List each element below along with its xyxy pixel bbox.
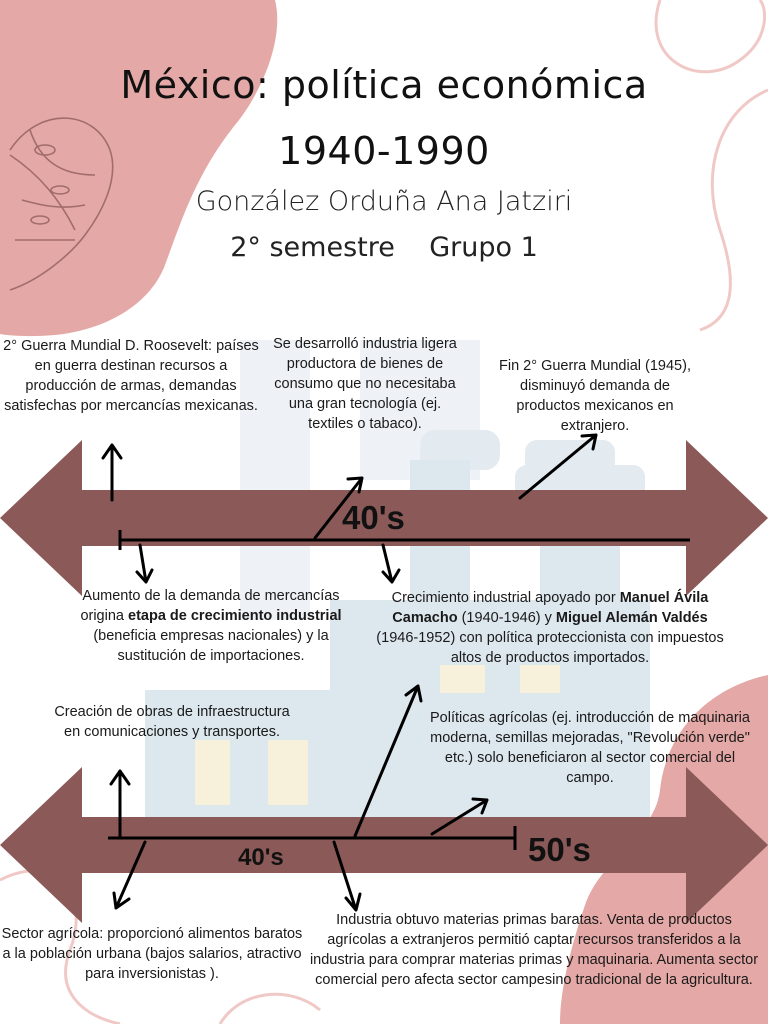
note-raw-materials: Industria obtuvo materias primas baratas. Venta de productos agrícolas a extranjeros permitió captar recursos transferidos a la industria para comprar materias primas y maquinaria. Aumenta sector comercial pero afecta sector campesino tradicional de la agricultura.	[309, 912, 759, 988]
note-ww2-roosevelt: 2° Guerra Mundial D. Roosevelt: países en guerra destinan recursos a producción de armas, demandas satisfechas por mercancías mexicanas.	[3, 338, 259, 414]
note-agricultural-policies: Políticas agrícolas (ej. introducción de maquinaria moderna, semillas mejoradas, "Revolución verde" etc.) solo beneficiaron al sector comercial del campo.	[430, 710, 750, 786]
highlight-avila-camacho: Manuel Ávila Camacho	[392, 590, 709, 626]
era-label-40s-top: 40's	[342, 499, 405, 536]
note-end-ww2: Fin 2° Guerra Mundial (1945), disminuyó demanda de productos mexicanos en extranjero.	[499, 358, 691, 434]
highlight-aleman-valdes: Miguel Alemán Valdés	[555, 610, 708, 626]
semester-group	[150, 226, 618, 270]
semester-label: 2° semestre	[230, 232, 395, 263]
note-industrial-growth-stage: Aumento de la demanda de mercancías origina etapa de crecimiento industrial (beneficia empresas nacionales) y la sustitución de importaciones.	[80, 588, 342, 664]
note-agricultural-sector: Sector agrícola: proporcionó alimentos baratos a la población urbana (bajos salarios, atractivo para inversionistas ).	[1, 926, 303, 982]
author-name: González Orduña Ana Jatziri	[195, 186, 573, 217]
page-title: México: política económica 1940-1990	[120, 63, 648, 173]
era-label-40s-bottom: 40's	[238, 844, 284, 871]
note-infrastructure: Creación de obras de infraestructura en comunicaciones y transportes.	[54, 704, 290, 740]
group-label: Grupo 1	[429, 232, 538, 263]
note-presidents-protectionism: Crecimiento industrial apoyado por Manuel Ávila Camacho (1940-1946) y Miguel Alemán Valdés (1946-1952) con política proteccionista con impuestos altos de productos importados.	[376, 590, 724, 666]
highlight-industrial-stage: etapa de crecimiento industrial	[128, 608, 342, 624]
note-light-industry: Se desarrolló industria ligera productora de bienes de consumo que no necesitaba una gran tecnología (ej. textiles o tabaco).	[273, 336, 457, 432]
era-label-50s: 50's	[528, 831, 591, 868]
